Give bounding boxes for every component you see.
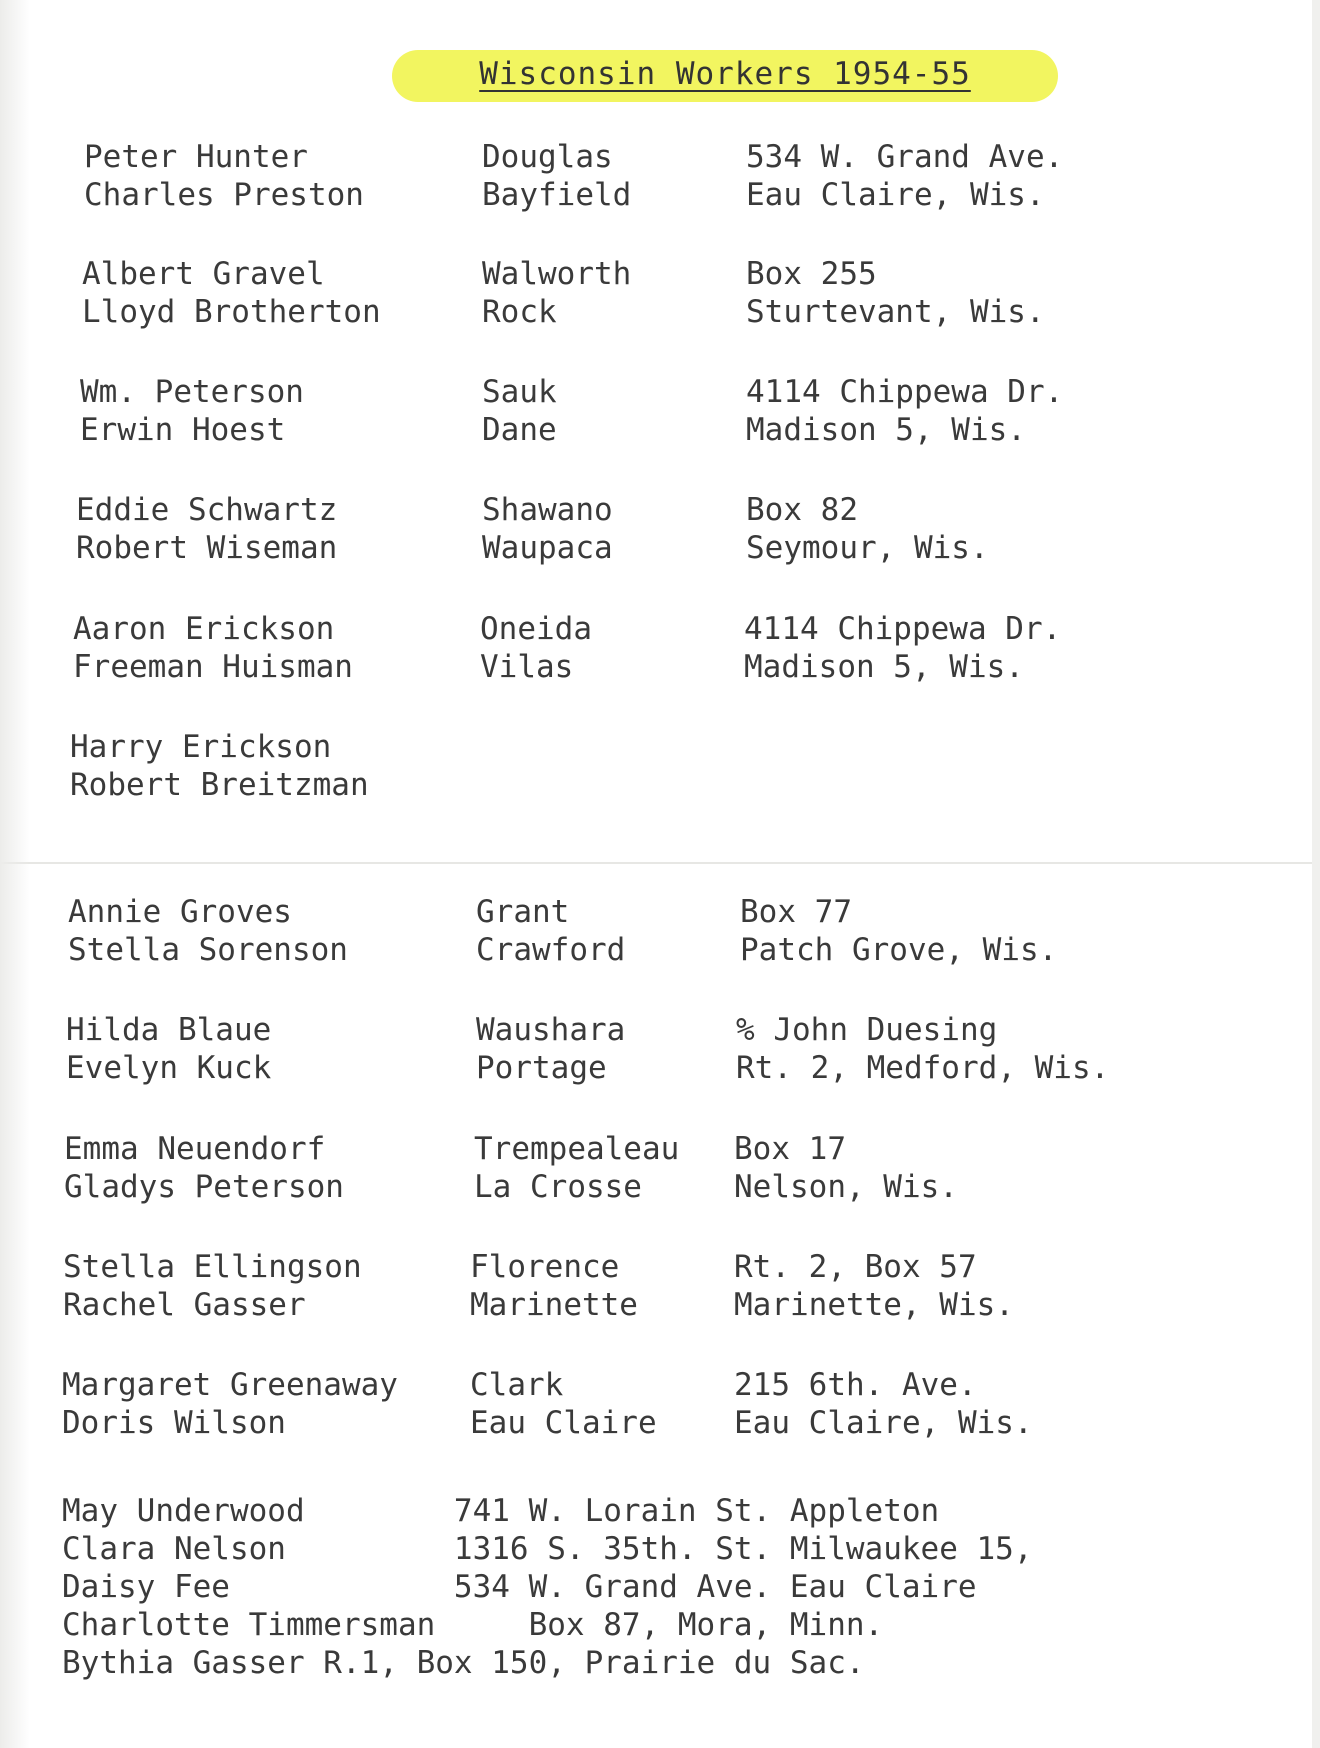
worker-county: Trempealeau xyxy=(474,1131,680,1167)
worker-name: Albert Gravel xyxy=(82,256,325,292)
worker-line xyxy=(82,255,1300,293)
worker-line xyxy=(76,529,1300,567)
worker-address: Rt. 2, Medford, Wis. xyxy=(736,1050,1110,1086)
worker-name: Freeman Huisman xyxy=(73,649,353,685)
worker-address: Madison 5, Wis. xyxy=(746,412,1026,448)
worker-county: Vilas xyxy=(480,649,574,685)
worker-name: Robert Wiseman xyxy=(76,530,338,566)
worker-name: Harry Erickson xyxy=(70,729,332,765)
worker-line xyxy=(80,373,1300,411)
worker-entry-line: Clara Nelson 1316 S. 35th. St. Milwaukee 15, xyxy=(62,1531,1033,1567)
worker-name: Lloyd Brotherton xyxy=(82,294,381,330)
worker-address: 534 W. Grand Ave. xyxy=(746,139,1064,175)
worker-county: Dane xyxy=(482,412,557,448)
worker-entry-line: May Underwood 741 W. Lorain St. Appleton xyxy=(62,1493,940,1529)
worker-line xyxy=(66,1049,1300,1087)
document-title xyxy=(392,56,1058,92)
worker-address: Patch Grove, Wis. xyxy=(740,932,1058,968)
worker-name: Stella Ellingson xyxy=(63,1249,362,1285)
worker-address: Marinette, Wis. xyxy=(734,1287,1014,1323)
worker-county: Portage xyxy=(476,1050,607,1086)
worker-address: % John Duesing xyxy=(736,1012,998,1048)
worker-line xyxy=(63,1248,1300,1286)
worker-address: Madison 5, Wis. xyxy=(744,649,1024,685)
worker-line xyxy=(64,1168,1300,1206)
worker-address: Seymour, Wis. xyxy=(746,530,989,566)
worker-county: Grant xyxy=(476,894,570,930)
worker-name: Aaron Erickson xyxy=(73,611,335,647)
worker-line xyxy=(70,766,1300,804)
worker-name: Rachel Gasser xyxy=(63,1287,306,1323)
worker-county: Eau Claire xyxy=(470,1405,657,1441)
worker-county: Bayfield xyxy=(482,177,632,213)
worker-name: Eddie Schwartz xyxy=(76,492,338,528)
worker-county: Oneida xyxy=(480,611,592,647)
worker-county: Rock xyxy=(482,294,557,330)
worker-county: Shawano xyxy=(482,492,613,528)
worker-address: 4114 Chippewa Dr. xyxy=(746,374,1064,410)
worker-line xyxy=(66,1011,1300,1049)
title-text: Wisconsin Workers 1954-55 xyxy=(479,56,971,92)
worker-name: Charles Preston xyxy=(84,177,364,213)
worker-address: Eau Claire, Wis. xyxy=(734,1405,1033,1441)
worker-line xyxy=(73,610,1300,648)
worker-county: Douglas xyxy=(482,139,613,175)
worker-county: Florence xyxy=(470,1249,620,1285)
worker-line xyxy=(62,1366,1300,1404)
worker-county: Crawford xyxy=(476,932,626,968)
worker-name: Margaret Greenaway xyxy=(62,1367,398,1403)
worker-line xyxy=(73,648,1300,686)
worker-line xyxy=(84,138,1300,176)
worker-name: Stella Sorenson xyxy=(68,932,348,968)
worker-county: Marinette xyxy=(470,1287,638,1323)
worker-name: Hilda Blaue xyxy=(66,1012,272,1048)
worker-address: Nelson, Wis. xyxy=(734,1169,958,1205)
worker-address: 4114 Chippewa Dr. xyxy=(744,611,1062,647)
worker-entry-line: Charlotte Timmersman Box 87, Mora, Minn. xyxy=(62,1607,884,1643)
worker-entry-line: Daisy Fee 534 W. Grand Ave. Eau Claire xyxy=(62,1569,977,1605)
worker-name: Erwin Hoest xyxy=(80,412,286,448)
worker-name: Doris Wilson xyxy=(62,1405,286,1441)
worker-address: 215 6th. Ave. xyxy=(734,1367,977,1403)
worker-line xyxy=(70,728,1300,766)
worker-county: Clark xyxy=(470,1367,564,1403)
worker-county: Waushara xyxy=(476,1012,626,1048)
page-edge xyxy=(1312,0,1320,1748)
worker-line xyxy=(62,1404,1300,1442)
worker-address: Rt. 2, Box 57 xyxy=(734,1249,977,1285)
worker-county: Waupaca xyxy=(482,530,613,566)
worker-county: La Crosse xyxy=(474,1169,642,1205)
worker-name: Wm. Peterson xyxy=(80,374,304,410)
worker-line xyxy=(76,491,1300,529)
worker-name: Robert Breitzman xyxy=(70,767,369,803)
worker-name: Annie Groves xyxy=(68,894,292,930)
worker-address: Box 77 xyxy=(740,894,852,930)
worker-name: Emma Neuendorf xyxy=(64,1131,326,1167)
worker-address: Sturtevant, Wis. xyxy=(746,294,1045,330)
worker-address: Eau Claire, Wis. xyxy=(746,177,1045,213)
worker-county: Walworth xyxy=(482,256,632,292)
worker-line xyxy=(63,1286,1300,1324)
worker-address: Box 17 xyxy=(734,1131,846,1167)
worker-line xyxy=(68,893,1300,931)
worker-line xyxy=(82,293,1300,331)
worker-address: Box 255 xyxy=(746,256,877,292)
worker-line xyxy=(80,411,1300,449)
worker-address: Box 82 xyxy=(746,492,858,528)
worker-entry-line: Bythia Gasser R.1, Box 150, Prairie du Sac. xyxy=(62,1645,865,1681)
worker-county: Sauk xyxy=(482,374,557,410)
worker-line xyxy=(84,176,1300,214)
worker-line xyxy=(64,1130,1300,1168)
worker-name: Gladys Peterson xyxy=(64,1169,344,1205)
worker-line xyxy=(68,931,1300,969)
worker-name: Evelyn Kuck xyxy=(66,1050,272,1086)
worker-name: Peter Hunter xyxy=(84,139,308,175)
